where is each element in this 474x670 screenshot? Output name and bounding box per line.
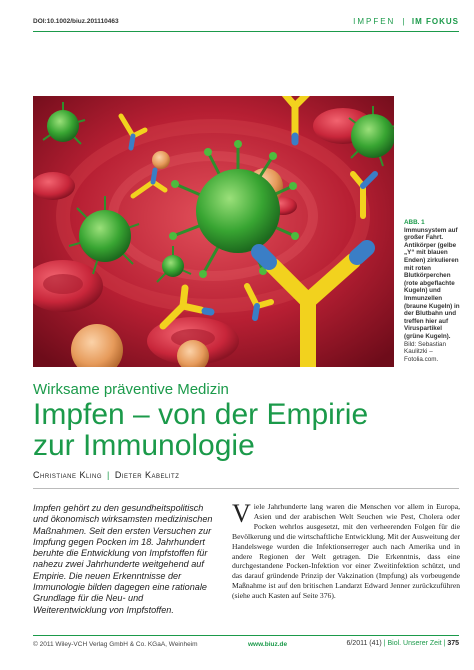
immune-system-illustration <box>33 96 394 367</box>
section-separator: | <box>402 17 405 26</box>
section-label <box>353 17 459 26</box>
caption-label: ABB. 1 <box>404 219 425 226</box>
author-name: Dieter Kabelitz <box>114 470 180 480</box>
title-line-2: zur Immunologie <box>33 429 255 462</box>
footer-separator: | <box>383 640 386 647</box>
red-blood-cell <box>33 172 75 200</box>
article-body <box>232 499 460 601</box>
header-rule <box>33 31 459 32</box>
section-focus: IM FOKUS <box>411 17 459 26</box>
journal-name: Biol. Unserer Zeit <box>387 640 442 647</box>
authors-rule <box>33 488 459 489</box>
footer-website-link[interactable]: www.biuz.de <box>248 641 288 648</box>
footer-issue <box>346 640 459 647</box>
immune-cell <box>152 151 170 169</box>
article-kicker: Wirksame präventive Medizin <box>33 381 229 398</box>
body-text: iele Jahrhunderte lang waren die Menschen vor allem in Europa, Asien und der arabischen Welt Seuchen wie Pest, Cholera oder Pocken wehrlos ausgesetzt, mit den verheerenden Folgen für die Bevölkerung und die wirtschaftliche Entwicklung. Mit der Ausweitung der Handelswege wurden die Infektionserreger auch nach Amerika und in andere Regionen der Welt getragen. Die Erkenntnis, dass eine durchgestandene Pocken-Infektion vor einer Zweitinfektion schützt, und das darauf gründende Prinzip der Vakzination (Impfung) als vorbeugende Maßnahme ist auf den britischen Landarzt Edward Jenner zurückzuführen (siehe auch Kasten auf Seite 376). <box>232 502 460 601</box>
author-name: Christiane Kling <box>33 470 103 480</box>
illustration-figure <box>33 96 394 367</box>
caption-text: Immunsystem auf großer Fahrt. Antikörper (gelbe „Y“ mit blauen Enden) zirkulieren mit roten Blutkörperchen (rote abgeflachte Kugeln) und Immunzellen (braune Kugeln) in der Blutbahn und treffen hier auf Viruspartikel (grüne Kugeln). <box>404 226 460 340</box>
title-line-1: Impfen – von der Empirie <box>33 398 369 431</box>
article-authors <box>33 470 179 480</box>
page-number: 375 <box>447 640 459 647</box>
article-title <box>33 399 463 461</box>
section-name: IMPFEN <box>353 17 396 26</box>
figure-caption <box>404 219 462 363</box>
footer-copyright: © 2011 Wiley-VCH Verlag GmbH & Co. KGaA, Weinheim <box>33 641 198 648</box>
drop-cap: V <box>232 499 251 528</box>
article-abstract: Impfen gehört zu den gesundheitspolitisch und ökonomisch wirksamsten medizinischen Maßnahmen. Seit den ersten Versuchen zur Impfung gegen Pocken im 18. Jahrhundert beruhte die Entwicklung von Impfstoffen für nahezu zwei Jahrhunderte weitgehend auf Empirie. Die neuen Erkenntnisse der Immunologie bilden dagegen eine rationale Grundlage für die Neu- und Weiterentwicklung von Impfstoffen. <box>33 503 213 615</box>
caption-credit: Bild: Sebastian Kaulitzki – Fotolia.com. <box>404 340 447 363</box>
issue-number: 6/2011 (41) <box>346 640 382 647</box>
doi-text: DOI:10.1002/biuz.201110463 <box>33 18 119 25</box>
footer-separator: | <box>443 640 446 647</box>
footer-rule <box>33 635 459 636</box>
author-separator: | <box>107 470 110 480</box>
